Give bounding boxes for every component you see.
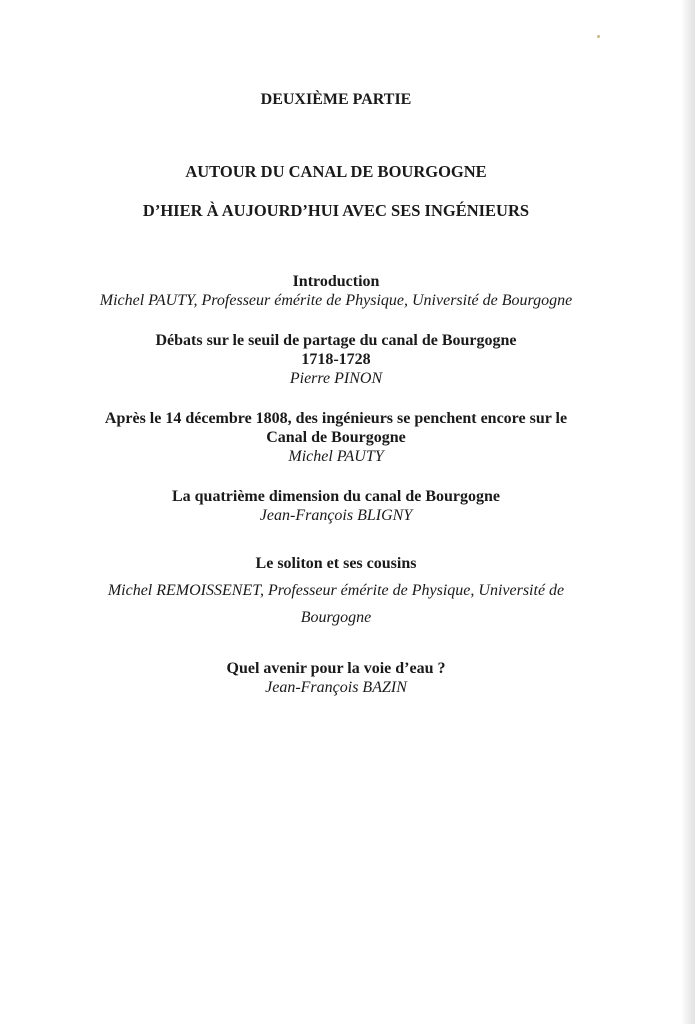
entry-5-title: Le soliton et ses cousins — [255, 555, 417, 572]
entry-1-title: Introduction — [292, 273, 380, 290]
main-title-line-2: D’HIER À AUJOURD’HUI AVEC SES INGÉNIEURS — [142, 201, 530, 220]
entry-2-title-line-2: 1718-1728 — [301, 351, 371, 368]
entry-2-title-line-1: Débats sur le seuil de partage du canal de Bourgogne — [155, 332, 517, 349]
main-title-line-1: AUTOUR DU CANAL DE BOURGOGNE — [185, 162, 487, 181]
entry-1-author: Michel PAUTY, Professeur émérite de Physique, Université de Bourgogne — [99, 292, 573, 309]
entry-6-author: Jean-François BAZIN — [265, 679, 407, 696]
entry-4-title: La quatrième dimension du canal de Bourgogne — [171, 488, 501, 505]
entry-5-author-line-1: Michel REMOISSENET, Professeur émérite de Physique, Université de — [107, 582, 565, 599]
entry-3-title-line-1: Après le 14 décembre 1808, des ingénieurs se penchent encore sur le — [104, 410, 568, 427]
part-title: DEUXIÈME PARTIE — [260, 91, 412, 108]
entry-3-author: Michel PAUTY — [288, 448, 384, 465]
entry-5-author-line-2: Bourgogne — [300, 609, 372, 626]
entry-4-author: Jean-François BLIGNY — [259, 507, 413, 524]
entry-2-author: Pierre PINON — [289, 370, 383, 387]
paper-speck — [597, 35, 600, 38]
entry-6-title: Quel avenir pour la voie d’eau ? — [226, 660, 446, 677]
entry-3-title-line-2: Canal de Bourgogne — [266, 429, 406, 446]
page-edge-shadow — [681, 0, 695, 1024]
